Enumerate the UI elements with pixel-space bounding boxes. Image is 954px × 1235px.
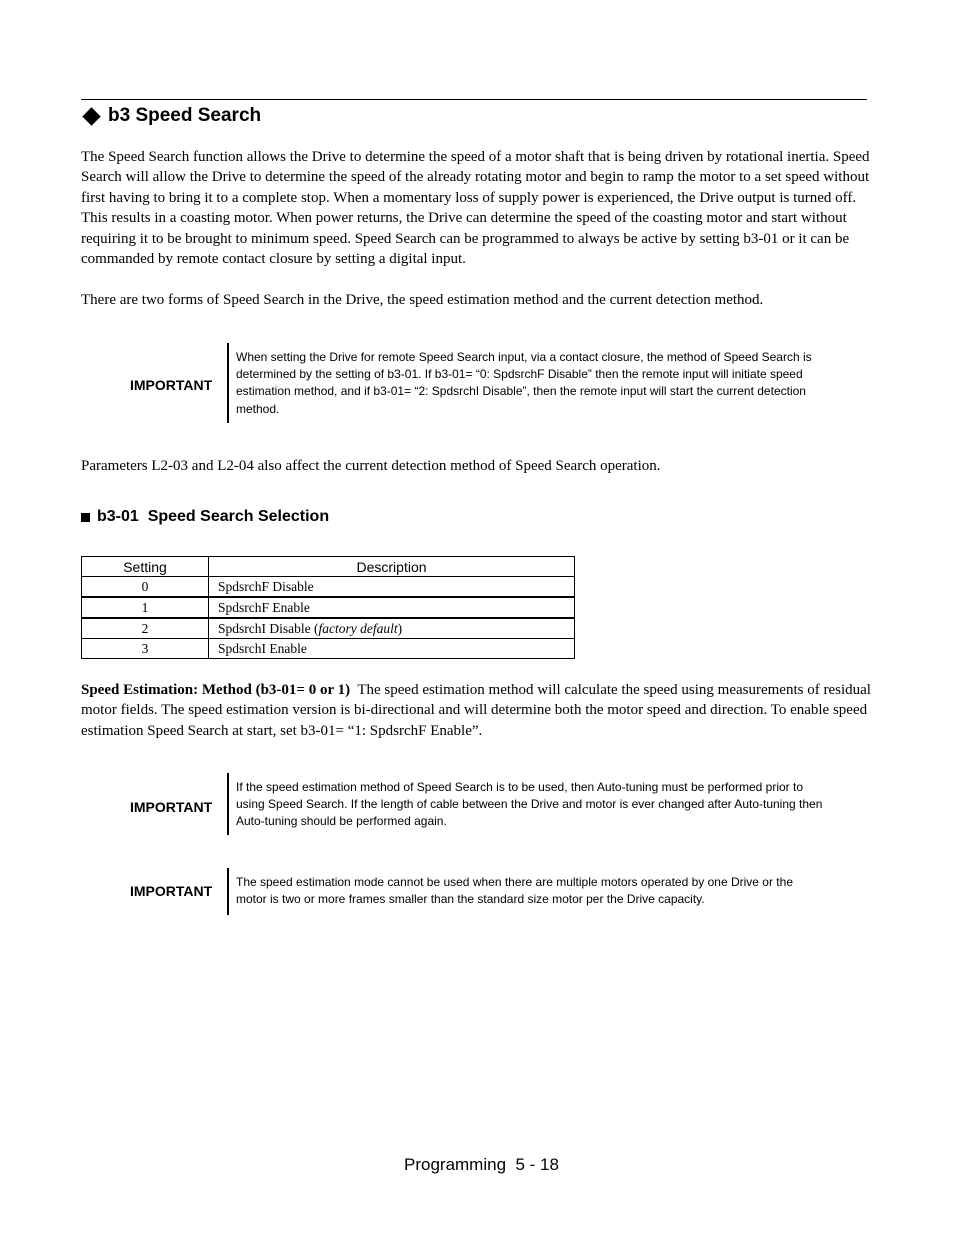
note-bar [227,343,229,423]
description-suffix: ) [397,620,403,636]
factory-default-note: factory default [318,620,398,636]
estimation-text: The speed estimation method will calculate the speed using measurements of residual motor fields. The speed estimation version is bi-directional and will determine both the motor speed and direction. To enable speed estimation Speed Search at start, set b3-01= “1: SpdsrchF Enable”. [81,682,871,739]
intro-paragraph: The Speed Search function allows the Drive to determine the speed of a motor shaft that is being driven by rotational inertia. Speed Search will allow the Drive to determine the speed of the already rotating motor and begin to ramp the motor to a set speed without first having to bring it to a complete stop. When a momentary loss of supply power is experienced, the Drive output is turned off. This results in a coasting motor. When power returns, the Drive can determine the speed of the coasting motor and start without requiring it to be brought to minimum speed. Speed Search can be programmed to always be active by setting b3-01 or it can be commanded by remote contact closure by setting a digital input. [81,149,870,268]
parameter-title: b3-01 Speed Search Selection [97,508,330,525]
setting-cell: 3 [82,639,209,659]
section-heading [81,103,261,129]
section-title: b3 Speed Search [108,105,262,126]
setting-header: Setting [82,557,209,577]
important-note-3 [81,868,871,915]
table-header-row [82,557,575,577]
note-bar [227,868,229,915]
description-header: Description [209,557,575,577]
top-rule [81,99,867,100]
important-note-1 [81,343,871,423]
table-row [82,577,575,598]
important-label: IMPORTANT [130,799,213,815]
square-bullet-icon [81,513,90,522]
important-label: IMPORTANT [130,883,213,899]
important-text: When setting the Drive for remote Speed Search input, via a contact closure, the method of Speed Search is determined by the setting of b3-01. If b3-01= “0: SpdsrchF Disable” then the remote input will initiate speed estimation method, and if b3-01= “2: SpdsrchI Disable”, then the remote input will start the current detection method. [236,350,812,416]
description-cell: SpdsrchI Enable [209,639,575,659]
important-text: The speed estimation mode cannot be used when there are multiple motors operated by one Drive or the motor is two or more frames smaller than the standard size motor per the Drive capacity. [236,875,793,907]
page-footer: Programming 5 - 18 [404,1155,559,1174]
description-cell: SpdsrchF Disable [209,577,575,598]
important-label: IMPORTANT [130,377,213,393]
table-row [82,597,575,618]
estimation-heading: Speed Estimation: Method (b3-01= 0 or 1) [81,682,351,698]
important-note-2 [81,773,871,835]
important-text: If the speed estimation method of Speed Search is to be used, then Auto-tuning must be performed prior to using Speed Search. If the length of cable between the Drive and motor is ever changed after Auto-tuning then Auto-tuning should be performed again. [236,780,823,829]
parameter-heading [81,508,329,526]
setting-cell: 2 [82,618,209,639]
setting-cell: 0 [82,577,209,598]
params-paragraph: Parameters L2-03 and L2-04 also affect the current detection method of Speed Search operation. [81,458,661,474]
diamond-bullet-icon [82,107,100,125]
description-cell: SpdsrchF Enable [209,597,575,618]
description-text: SpdsrchI Disable ( [218,620,319,636]
forms-paragraph: There are two forms of Speed Search in the Drive, the speed estimation method and the current detection method. [81,292,764,308]
settings-table [81,556,575,659]
setting-cell: 1 [82,597,209,618]
table-row [82,639,575,659]
description-cell [209,618,575,639]
note-bar [227,773,229,835]
table-row [82,618,575,639]
estimation-paragraph [81,680,871,741]
